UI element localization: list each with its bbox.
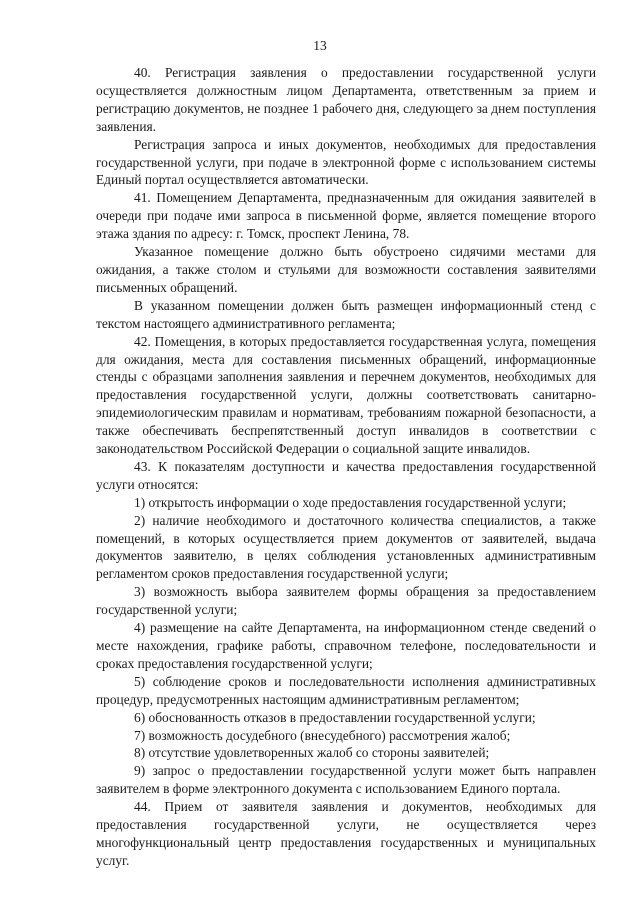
- document-body: [96, 64, 596, 870]
- paragraph-info-stand: В указанном помещении должен быть размещен информационный стенд с текстом настоящего административного регламента;: [96, 297, 596, 331]
- paragraph-electronic-registration: Регистрация запроса и иных документов, необходимых для предоставления государственной услуги, при подаче в электронной форме с использованием системы Единый портал осуществляется автоматически.: [96, 136, 596, 188]
- list-item-9: 9) запрос о предоставлении государственной услуги может быть направлен заявителем в форме электронного документа с использованием Единого портала.: [96, 763, 596, 797]
- paragraph-44-mfc: 44. Прием от заявителя заявления и документов, необходимых для предоставления государственной услуги, не осуществляется через многофункциональный центр предоставления государственных и муниципальных услуг.: [96, 799, 596, 868]
- list-item-4: 4) размещение на сайте Департамента, на информационном стенде сведений о месте нахождения, графике работы, справочном телефоне, последовательности и сроках предоставления государственной услуги;: [96, 620, 596, 671]
- list-item-2: 2) наличие необходимого и достаточного количества специалистов, а также помещений, в которых осуществляется прием документов от заявителей, выдача документов заявителю, в целях соблюдения установленных административным регламентом сроков предоставления государственной услуги;: [96, 512, 596, 582]
- paragraph-41-waiting-room: 41. Помещением Департамента, предназначенным для ожидания заявителей в очереди при подаче ими запроса в письменной форме, является помещение второго этажа здания по адресу: г. Томск, проспект Ленина, 78.: [96, 190, 596, 242]
- list-item-8: 8) отсутствие удовлетворенных жалоб со стороны заявителей;: [134, 745, 490, 761]
- paragraph-room-furnishing: Указанное помещение должно быть обустроено сидячими местами для ожидания, а также столом и стульями для возможности составления заявителями письменных обращений.: [96, 244, 596, 295]
- paragraph-42-premises: 42. Помещения, в которых предоставляется государственная услуга, помещения для ожидания, места для составления письменных обращений, информационные стенды с образцами заполнения заявления и перечнем документов, необходимых для предоставления государственной услуги, должны соответствовать санитарно-эпидемиологическим правилам и нормативам, требованиям пожарной безопасности, а также обеспечивать беспрепятственный доступ инвалидов в соответствии с законодательством Российской Федерации о социальной защите инвалидов.: [96, 333, 596, 457]
- page-number: 13: [313, 38, 327, 53]
- paragraph-43-indicators: 43. К показателям доступности и качества предоставления государственной услуги относятся:: [96, 458, 596, 492]
- list-item-1: 1) открытость информации о ходе предоставления государственной услуги;: [134, 494, 567, 510]
- list-item-5: 5) соблюдение сроков и последовательности исполнения административных процедур, предусмотренных настоящим административным регламентом;: [96, 673, 596, 707]
- list-item-6: 6) обоснованность отказов в предоставлении государственной услуги;: [134, 709, 536, 725]
- paragraph-40-registration: 40. Регистрация заявления о предоставлении государственной услуги осуществляется должностным лицом Департамента, ответственным за прием и регистрацию документов, не позднее 1 рабочего дня, следующего за днем поступления заявления.: [96, 65, 596, 134]
- list-item-7: 7) возможность досудебного (внесудебного) рассмотрения жалоб;: [134, 727, 511, 743]
- list-item-3: 3) возможность выбора заявителем формы обращения за предоставлением государственной услуги;: [96, 584, 596, 618]
